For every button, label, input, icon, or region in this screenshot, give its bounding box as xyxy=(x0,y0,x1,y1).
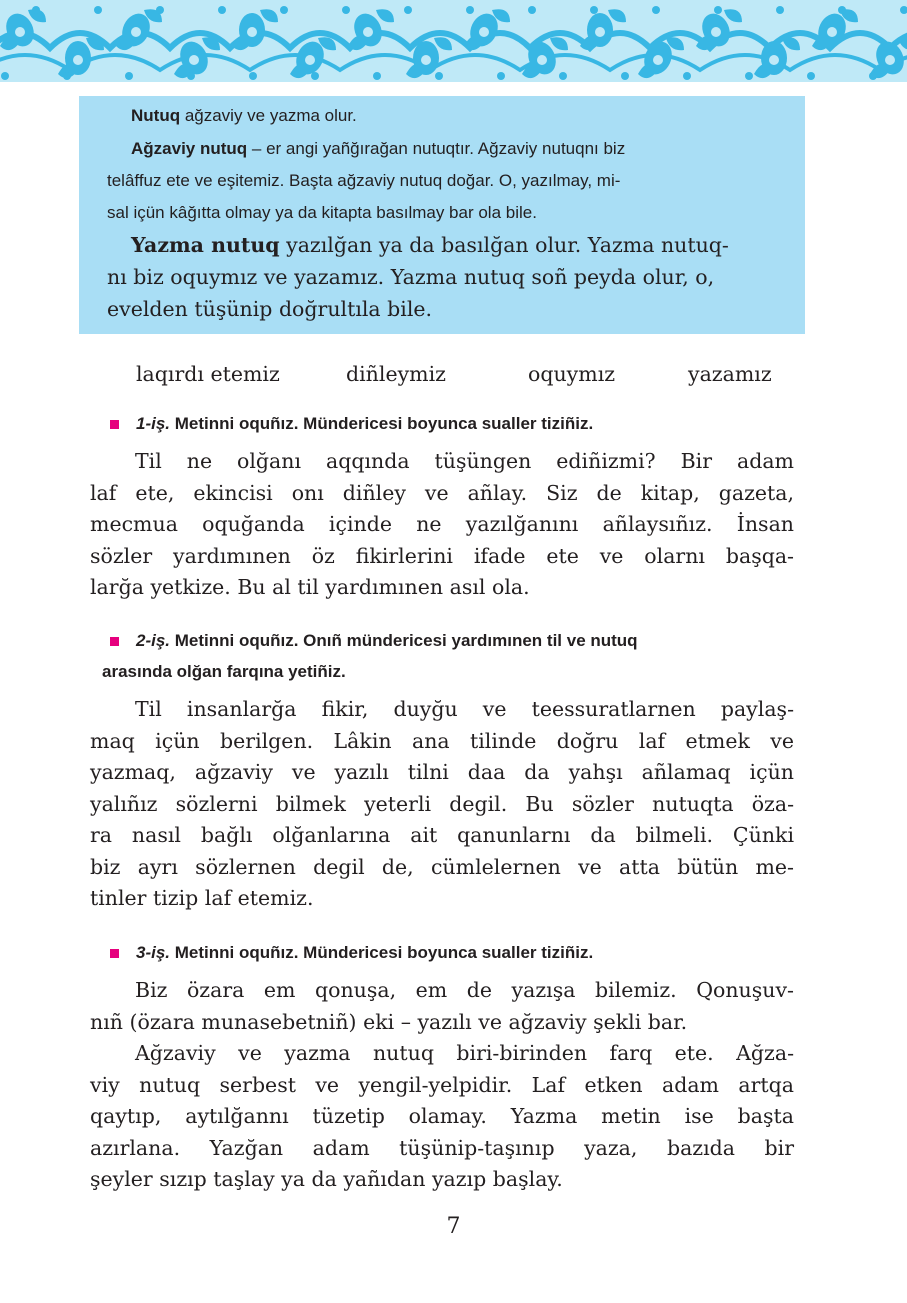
ornament-shape xyxy=(621,72,629,80)
text-line: viy nutuq serbest ve yengil-yelpidir. Laf etken adam artqa xyxy=(90,1072,794,1097)
ornament-shape xyxy=(559,72,567,80)
ornament-shape xyxy=(827,27,837,37)
ornament-shape xyxy=(421,55,431,65)
ornament-shape xyxy=(807,72,815,80)
ornament-shape xyxy=(652,6,660,14)
term-yazma-nutuq: Yazma nutuq xyxy=(131,233,280,257)
ornament-shape xyxy=(595,27,605,37)
definition-line: telâffuz ete ve eşitemiz. Başta ağzaviy nutuq doğar. O, yazılmay, mi- xyxy=(107,171,621,190)
ornament-shape xyxy=(156,6,164,14)
definition-line xyxy=(131,230,729,260)
text-line: sözler yardımınen öz fikirlerini ifade ete ve olarnı başqa- xyxy=(90,543,794,568)
text-line: Biz özara em qonuşa, em de yazışa bilemiz. Qonuşuv- xyxy=(135,978,794,1002)
task-instruction: Metinni oquñız. Mündericesi boyunca sualler tiziñiz. xyxy=(170,414,594,433)
decorative-banner xyxy=(0,0,907,82)
task-instruction-continued: arasında olğan farqına yetiñiz. xyxy=(102,662,346,681)
definition-box xyxy=(79,96,805,334)
task-number: 1-iş. xyxy=(136,414,171,433)
text-line: ra nasıl bağlı olğanlarına ait qanunlarnı da bilmeli. Çünki xyxy=(90,823,794,847)
ornament-shape xyxy=(537,55,547,65)
paragraph-2 xyxy=(90,694,794,915)
ornament-shape xyxy=(869,72,877,80)
definition-line xyxy=(131,105,357,126)
ornament-shape xyxy=(683,72,691,80)
ornament-shape xyxy=(131,27,141,37)
task-instruction: Metinni oquñız. Onıñ mündericesi yardımınen til ve nutuq xyxy=(170,631,638,650)
definition-line xyxy=(131,138,625,159)
text-line: maq içün berilgen. Lâkin ana tilinde doğru laf etmek ve xyxy=(90,728,794,753)
square-bullet-icon xyxy=(110,637,119,646)
text-line: Ağzaviy ve yazma nutuq biri-birinden farq ete. Ağza- xyxy=(135,1041,794,1065)
ornament-shape xyxy=(776,6,784,14)
ornament-shape xyxy=(885,55,895,65)
ornament-shape xyxy=(404,6,412,14)
ornament-shape xyxy=(838,6,846,14)
definition-text: – er angi yañğırağan nutuqtır. Ağzaviy nutuqnı biz xyxy=(247,139,626,158)
paragraph-3 xyxy=(90,975,794,1196)
text-line: tinler tizip laf etemiz. xyxy=(90,886,314,910)
text-line: yazmaq, ağzaviy ve yazılı tilni daa da yahşı añlamaq içün xyxy=(90,760,794,784)
text-line: nıñ (özara munasebetniñ) eki – yazılı ve ağzaviy şekli bar. xyxy=(90,1009,688,1034)
text-line: qaytıp, aytılğannı tüzetip olamay. Yazma metin ise başta xyxy=(90,1104,794,1128)
term-agzaviy-nutuq: Ağzaviy nutuq xyxy=(131,139,248,158)
ornament-shape xyxy=(187,72,195,80)
ornament-shape xyxy=(218,6,226,14)
term-nutuq: Nutuq xyxy=(131,106,181,125)
ornament-shape xyxy=(311,72,319,80)
ornament-shape xyxy=(189,55,199,65)
ornament-shape xyxy=(249,72,257,80)
word-2: diñleymiz xyxy=(346,362,446,386)
ornament-shape xyxy=(528,6,536,14)
text-line: Til ne olğanı aqqında tüşüngen ediñizmi? Bir adam xyxy=(135,449,794,473)
text-line: biz ayrı sözlernen degil de, cümlelernen ve atta bütün me- xyxy=(90,854,794,879)
text-line: Til insanlarğa fikir, duyğu ve teessuratlarnen paylaş- xyxy=(135,697,794,721)
ornament-shape xyxy=(900,6,907,14)
definition-text: ağzaviy ve yazma olur. xyxy=(180,106,357,125)
text-line: laf ete, ekincisi onı diñley ve añlay. Siz de kitap, gazeta, xyxy=(90,480,794,505)
ornament-shape xyxy=(466,6,474,14)
ornament-shape xyxy=(769,55,779,65)
ornament-shape xyxy=(434,37,452,50)
floral-ornament-icon xyxy=(0,0,907,82)
ornament-shape xyxy=(63,72,71,80)
word-4: yazamız xyxy=(688,362,772,386)
ornament-shape xyxy=(782,37,800,50)
word-3: oquymız xyxy=(528,362,616,386)
text-line: mecmua oquğanda içinde ne yazılğanını añlaysıñız. İnsan xyxy=(90,512,794,536)
ornament-shape xyxy=(247,27,257,37)
ornament-shape xyxy=(363,27,373,37)
ornament-shape xyxy=(260,9,278,22)
ornament-shape xyxy=(497,72,505,80)
text-line: yalıñız sözlerni bilmek yeterli degil. Bu sözler nutuqta öza- xyxy=(90,791,794,816)
page-number: 7 xyxy=(446,1214,461,1239)
task-number: 3-iş. xyxy=(136,943,171,962)
text-line: larğa yetkize. Bu al til yardımınen asıl ola. xyxy=(90,575,530,599)
text-line: şeyler sızıp taşlay ya da yañıdan yazıp başlay. xyxy=(90,1167,563,1191)
definition-line: sal içün kâğıtta olmay ya da kitapta basılmay bar ola bile. xyxy=(107,203,537,222)
task-instruction: Metinni oquñız. Mündericesi boyunca sualler tiziñiz. xyxy=(170,943,594,962)
ornament-shape xyxy=(376,9,394,22)
ornament-shape xyxy=(280,6,288,14)
ornament-shape xyxy=(608,9,626,22)
paragraph-1 xyxy=(90,446,794,604)
ornament-shape xyxy=(32,6,40,14)
square-bullet-icon xyxy=(110,420,119,429)
ornament-shape xyxy=(653,55,663,65)
square-bullet-icon xyxy=(110,949,119,958)
ornament-shape xyxy=(305,55,315,65)
word-1: laqırdı etemiz xyxy=(136,362,280,386)
ornament-shape xyxy=(342,6,350,14)
ornament-shape xyxy=(73,55,83,65)
ornament-shape xyxy=(711,27,721,37)
ornament-shape xyxy=(590,6,598,14)
ornament-shape xyxy=(94,6,102,14)
ornament-shape xyxy=(479,27,489,37)
ornament-shape xyxy=(125,72,133,80)
definition-text: yazılğan ya da basılğan olur. Yazma nutuq- xyxy=(279,233,729,257)
task-number: 2-iş. xyxy=(136,631,171,650)
ornament-shape xyxy=(1,72,9,80)
ornament-shape xyxy=(550,37,568,50)
ornament-shape xyxy=(745,72,753,80)
ornament-shape xyxy=(724,9,742,22)
ornament-shape xyxy=(373,72,381,80)
definition-line: nı biz oquymız ve yazamız. Yazma nutuq soñ peyda olur, o, xyxy=(107,265,715,289)
ornament-shape xyxy=(714,6,722,14)
ornament-shape xyxy=(15,27,25,37)
text-line: azırlana. Yazğan adam tüşünip-taşınıp yaza, bazıda bir xyxy=(90,1135,794,1160)
ornament-shape xyxy=(435,72,443,80)
definition-line: evelden tüşünip doğrultıla bile. xyxy=(107,297,433,321)
